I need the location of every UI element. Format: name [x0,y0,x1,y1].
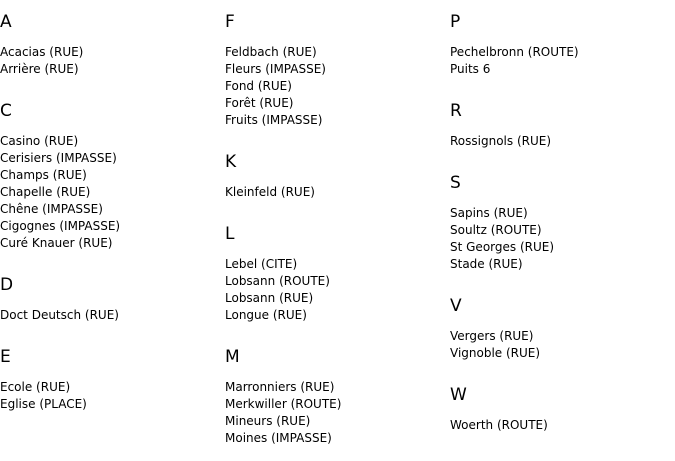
street-list [225,44,447,129]
street-link[interactable]: Fond (RUE) [225,79,292,93]
street-list [450,328,672,362]
street-link[interactable]: Kleinfeld (RUE) [225,185,315,199]
letter-group-a [0,0,222,78]
street-link[interactable]: Longue (RUE) [225,308,307,322]
letter-group-k [225,129,447,201]
letter-group-s [450,150,672,273]
street-link[interactable]: Puits 6 [450,62,491,76]
letter-heading: C [0,101,12,121]
letter-heading: A [0,12,12,32]
street-link[interactable]: Pechelbronn (ROUTE) [450,45,579,59]
street-link[interactable]: Feldbach (RUE) [225,45,317,59]
letter-heading: S [450,173,461,193]
street-link[interactable]: Acacias (RUE) [0,45,84,59]
street-link[interactable]: Mineurs (RUE) [225,414,311,428]
street-link[interactable]: Cerisiers (IMPASSE) [0,151,117,165]
street-link[interactable]: Vergers (RUE) [450,329,534,343]
street-link[interactable]: Casino (RUE) [0,134,79,148]
street-list [450,417,672,434]
street-link[interactable]: Vignoble (RUE) [450,346,541,360]
street-link[interactable]: Sapins (RUE) [450,206,528,220]
street-link[interactable]: Lobsann (ROUTE) [225,274,330,288]
street-link[interactable]: Lobsann (RUE) [225,291,314,305]
letter-group-d [0,252,222,324]
street-link[interactable]: Lebel (CITE) [225,257,298,271]
index-column [225,0,447,447]
street-link[interactable]: Arrière (RUE) [0,62,79,76]
street-link[interactable]: Forêt (RUE) [225,96,294,110]
street-list [0,133,222,252]
letter-group-v [450,273,672,362]
letter-group-l [225,201,447,324]
street-link[interactable]: Cigognes (IMPASSE) [0,219,121,233]
street-list [0,307,222,324]
street-link[interactable]: Curé Knauer (RUE) [0,236,113,250]
street-link[interactable]: Merkwiller (ROUTE) [225,397,342,411]
letter-group-e [0,324,222,413]
street-link[interactable]: Doct Deutsch (RUE) [0,308,119,322]
street-link[interactable]: Stade (RUE) [450,257,523,271]
letter-heading: W [450,385,467,405]
letter-group-f [225,0,447,129]
street-link[interactable]: St Georges (RUE) [450,240,555,254]
street-link[interactable]: Moines (IMPASSE) [225,431,332,445]
street-link[interactable]: Fruits (IMPASSE) [225,113,323,127]
street-link[interactable]: Champs (RUE) [0,168,87,182]
street-list [450,205,672,273]
letter-heading: M [225,347,240,367]
letter-group-p [450,0,672,78]
letter-group-m [225,324,447,447]
index-column [0,0,222,413]
street-list [225,184,447,201]
index-column [450,0,672,434]
letter-heading: K [225,152,237,172]
street-link[interactable]: Marronniers (RUE) [225,380,335,394]
street-list [450,44,672,78]
letter-group-w [450,362,672,434]
street-list [225,379,447,447]
letter-heading: L [225,224,235,244]
letter-group-c [0,78,222,252]
street-link[interactable]: Rossignols (RUE) [450,134,552,148]
street-link[interactable]: Ecole (RUE) [0,380,71,394]
letter-heading: E [0,347,11,367]
street-list [0,379,222,413]
letter-heading: F [225,12,235,32]
street-link[interactable]: Fleurs (IMPASSE) [225,62,326,76]
street-list [225,256,447,324]
letter-group-r [450,78,672,150]
street-link[interactable]: Eglise (PLACE) [0,397,87,411]
letter-heading: D [0,275,14,295]
street-list [450,133,672,150]
letter-heading: V [450,296,462,316]
street-link[interactable]: Woerth (ROUTE) [450,418,548,432]
street-link[interactable]: Chapelle (RUE) [0,185,91,199]
street-list [0,44,222,78]
letter-heading: R [450,101,462,121]
street-link[interactable]: Soultz (ROUTE) [450,223,542,237]
letter-heading: P [450,12,461,32]
street-link[interactable]: Chêne (IMPASSE) [0,202,103,216]
